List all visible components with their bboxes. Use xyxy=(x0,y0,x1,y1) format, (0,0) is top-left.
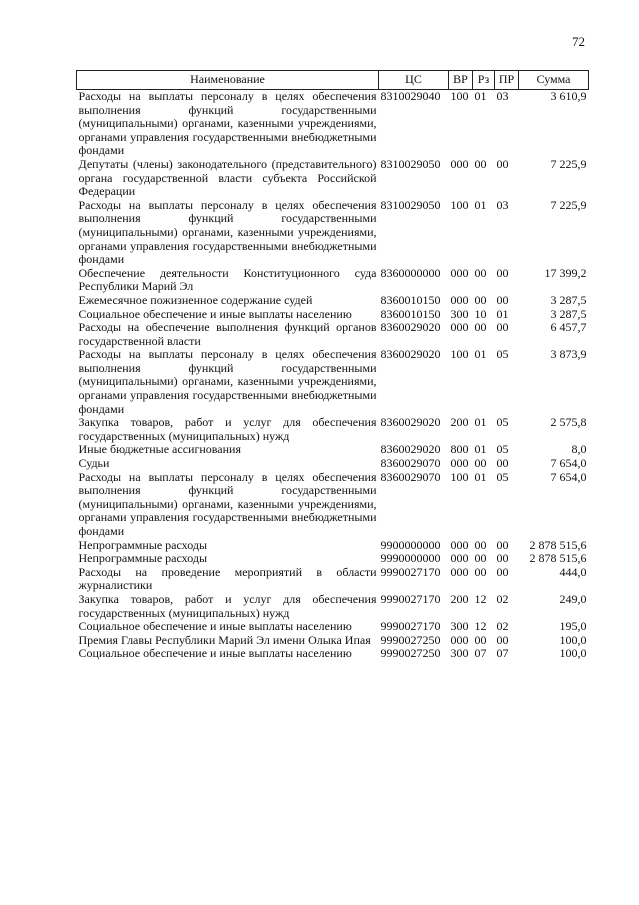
cell-cs: 9990027170 xyxy=(380,591,441,606)
cell-name: Депутаты (члены) законодательного (представительного) органа государственной власти субъекта Российской Федерации xyxy=(78,156,377,199)
cell-sum: 7 225,9 xyxy=(550,156,587,171)
cell-vr: 100 xyxy=(450,197,469,212)
header-cs: ЦС xyxy=(379,71,449,90)
cell-sum: 3 287,5 xyxy=(550,306,587,321)
cell-pr: 02 xyxy=(496,619,509,634)
cell-cs: 8360029020 xyxy=(380,442,441,457)
cell-sum: 3 610,9 xyxy=(550,89,587,103)
cell-rz: 00 xyxy=(474,456,487,471)
cell-rz: 01 xyxy=(474,469,487,484)
cell-name: Социальное обеспечение и иные выплаты населению xyxy=(78,646,352,661)
cell-rz: 10 xyxy=(474,306,487,321)
cell-cs: 8360029020 xyxy=(380,415,441,430)
cell-sum: 2 575,8 xyxy=(550,415,587,430)
cell-sum: 2 878 515,6 xyxy=(529,537,587,552)
cell-pr: 01 xyxy=(496,306,509,321)
budget-table xyxy=(76,70,589,661)
table-row xyxy=(77,552,589,566)
cell-name: Ежемесячное пожизненное содержание судей xyxy=(78,292,313,307)
header-rz: Рз xyxy=(473,71,495,90)
cell-pr: 03 xyxy=(496,197,509,212)
cell-vr: 100 xyxy=(450,469,469,484)
table-row xyxy=(77,634,589,648)
cell-vr: 300 xyxy=(450,306,469,321)
cell-name: Социальное обеспечение и иные выплаты населению xyxy=(78,306,352,321)
cell-sum: 7 225,9 xyxy=(550,197,587,212)
cell-sum: 195,0 xyxy=(559,619,587,634)
cell-cs: 8310029040 xyxy=(380,89,441,103)
cell-name: Иные бюджетные ассигнования xyxy=(78,442,241,457)
cell-pr: 00 xyxy=(496,456,509,471)
cell-cs: 9900000000 xyxy=(380,537,441,552)
table-body xyxy=(77,90,589,661)
cell-rz: 00 xyxy=(474,632,487,647)
cell-vr: 800 xyxy=(450,442,469,457)
cell-cs: 8360029070 xyxy=(380,456,441,471)
cell-name: Расходы на выплаты персоналу в целях обеспечения выполнения функций государственными (муниципальными) органами, казенными учреждениями, органами управления государственными внебюджетными фондами xyxy=(78,197,377,267)
cell-vr: 000 xyxy=(450,564,469,579)
cell-cs: 9990027250 xyxy=(380,632,441,647)
table-row xyxy=(77,566,589,593)
cell-sum: 3 873,9 xyxy=(550,347,587,362)
cell-rz: 01 xyxy=(474,442,487,457)
cell-vr: 000 xyxy=(450,320,469,335)
cell-sum: 249,0 xyxy=(559,591,587,606)
cell-pr: 07 xyxy=(496,646,509,661)
cell-vr: 000 xyxy=(450,456,469,471)
cell-name: Обеспечение деятельности Конституционного суда Республики Марий Эл xyxy=(78,265,377,294)
cell-name: Социальное обеспечение и иные выплаты населению xyxy=(78,619,352,634)
cell-cs: 9990027170 xyxy=(380,564,441,579)
table-row xyxy=(77,539,589,553)
cell-rz: 00 xyxy=(474,292,487,307)
table-row xyxy=(77,593,589,620)
cell-sum: 100,0 xyxy=(559,646,587,661)
cell-name: Закупка товаров, работ и услуг для обеспечения государственных (муниципальных) нужд xyxy=(78,591,377,620)
table-row xyxy=(77,267,589,294)
header-name: Наименование xyxy=(77,71,379,90)
cell-rz: 00 xyxy=(474,537,487,552)
cell-sum: 17 399,2 xyxy=(544,265,587,280)
cell-cs: 9990027170 xyxy=(380,619,441,634)
cell-pr: 05 xyxy=(496,347,509,362)
cell-pr: 00 xyxy=(496,537,509,552)
cell-vr: 000 xyxy=(450,292,469,307)
table-row xyxy=(77,620,589,634)
table-row xyxy=(77,199,589,267)
cell-cs: 8360000000 xyxy=(380,265,441,280)
cell-vr: 100 xyxy=(450,347,469,362)
cell-cs: 9990027250 xyxy=(380,646,441,661)
table-row xyxy=(77,647,589,661)
cell-pr: 02 xyxy=(496,591,509,606)
cell-cs: 8360029020 xyxy=(380,320,441,335)
cell-name: Расходы на обеспечение выполнения функций органов государственной власти xyxy=(78,320,377,348)
cell-rz: 00 xyxy=(474,564,487,579)
cell-pr: 00 xyxy=(496,632,509,647)
cell-vr: 000 xyxy=(450,156,469,171)
cell-cs: 8360010150 xyxy=(380,306,441,321)
table-row xyxy=(77,416,589,443)
table-row xyxy=(77,471,589,539)
header-vr: ВР xyxy=(449,71,473,90)
cell-name: Расходы на выплаты персоналу в целях обеспечения выполнения функций государственными (муниципальными) органами, казенными учреждениями, органами управления государственными внебюджетными фондами xyxy=(78,347,377,416)
cell-sum: 3 287,5 xyxy=(550,292,587,307)
cell-sum: 100,0 xyxy=(559,632,587,647)
cell-rz: 00 xyxy=(474,156,487,171)
cell-sum: 6 457,7 xyxy=(550,320,587,335)
cell-cs: 9990000000 xyxy=(380,551,441,566)
table-row xyxy=(77,457,589,471)
cell-sum: 2 878 515,6 xyxy=(529,551,587,566)
table-row xyxy=(77,294,589,308)
cell-pr: 00 xyxy=(496,292,509,307)
cell-vr: 300 xyxy=(450,619,469,634)
cell-sum: 8,0 xyxy=(571,442,587,457)
cell-pr: 00 xyxy=(496,156,509,171)
cell-rz: 12 xyxy=(474,591,487,606)
cell-vr: 200 xyxy=(450,415,469,430)
cell-rz: 01 xyxy=(474,197,487,212)
table-header-row xyxy=(77,71,589,90)
cell-vr: 000 xyxy=(450,537,469,552)
table-row xyxy=(77,308,589,322)
cell-vr: 000 xyxy=(450,632,469,647)
cell-cs: 8360029070 xyxy=(380,469,441,484)
cell-name: Премия Главы Республики Марий Эл имени Олыка Ипая xyxy=(78,632,371,647)
cell-vr: 200 xyxy=(450,591,469,606)
cell-rz: 00 xyxy=(474,320,487,335)
cell-name: Непрограммные расходы xyxy=(78,551,208,566)
cell-name: Судьи xyxy=(78,456,110,471)
cell-pr: 00 xyxy=(496,265,509,280)
cell-rz: 01 xyxy=(474,347,487,362)
cell-pr: 00 xyxy=(496,564,509,579)
cell-sum: 7 654,0 xyxy=(550,469,587,484)
cell-vr: 000 xyxy=(450,551,469,566)
cell-cs: 8360010150 xyxy=(380,292,441,307)
cell-name: Непрограммные расходы xyxy=(78,537,208,552)
table-row xyxy=(77,443,589,457)
cell-vr: 100 xyxy=(450,89,469,103)
cell-pr: 05 xyxy=(496,469,509,484)
cell-rz: 01 xyxy=(474,89,487,103)
header-sum: Сумма xyxy=(519,71,589,90)
cell-cs: 8310029050 xyxy=(380,156,441,171)
cell-rz: 07 xyxy=(474,646,487,661)
cell-rz: 12 xyxy=(474,619,487,634)
cell-name: Расходы на выплаты персоналу в целях обеспечения выполнения функций государственными (муниципальными) органами, казенными учреждениями, органами управления государственными внебюджетными фондами xyxy=(78,89,377,158)
table-row xyxy=(77,348,589,416)
cell-vr: 300 xyxy=(450,646,469,661)
cell-sum: 7 654,0 xyxy=(550,456,587,471)
table-row xyxy=(77,158,589,199)
cell-cs: 8360029020 xyxy=(380,347,441,362)
cell-pr: 00 xyxy=(496,551,509,566)
cell-rz: 00 xyxy=(474,265,487,280)
cell-sum: 444,0 xyxy=(559,564,587,579)
cell-pr: 00 xyxy=(496,320,509,335)
cell-name: Расходы на выплаты персоналу в целях обеспечения выполнения функций государственными (муниципальными) органами, казенными учреждениями, органами управления государственными внебюджетными фондами xyxy=(78,469,377,538)
page-number: 72 xyxy=(572,34,585,49)
cell-pr: 05 xyxy=(496,415,509,430)
cell-pr: 05 xyxy=(496,442,509,457)
table-row xyxy=(77,90,589,158)
cell-cs: 8310029050 xyxy=(380,197,441,212)
cell-pr: 03 xyxy=(496,89,509,103)
cell-name: Расходы на проведение мероприятий в области журналистики xyxy=(78,564,377,593)
cell-rz: 01 xyxy=(474,415,487,430)
cell-rz: 00 xyxy=(474,551,487,566)
table-row xyxy=(77,321,589,348)
cell-vr: 000 xyxy=(450,265,469,280)
cell-name: Закупка товаров, работ и услуг для обеспечения государственных (муниципальных) нужд xyxy=(78,415,377,443)
header-pr: ПР xyxy=(495,71,519,90)
